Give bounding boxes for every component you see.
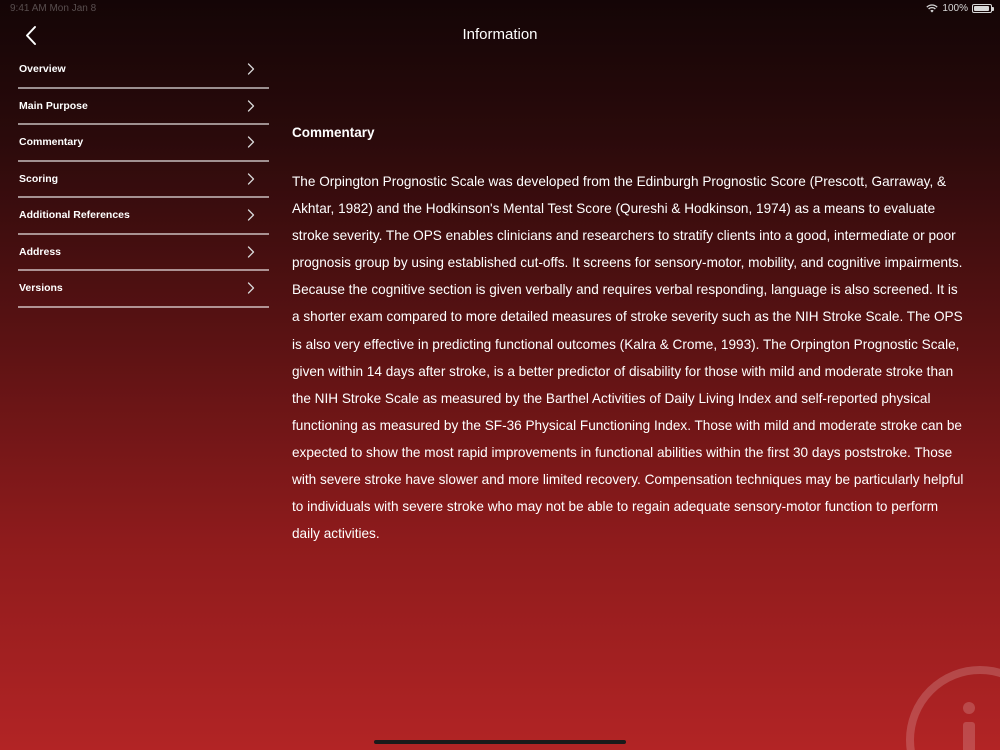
page-title: Information xyxy=(462,26,538,43)
battery-percent: 100% xyxy=(942,3,968,14)
sidebar-item-label: Versions xyxy=(19,282,63,295)
sidebar-item-overview[interactable] xyxy=(18,52,269,89)
status-bar xyxy=(0,0,1000,18)
content-panel xyxy=(292,125,964,547)
sidebar-item-commentary[interactable] xyxy=(18,125,269,162)
wifi-icon xyxy=(926,4,938,13)
section-body: The Orpington Prognostic Scale was developed from the Edinburgh Prognostic Score (Prescott, Garraway, & Akhtar, 1982) and the Hodkinson's Mental Test Score (Qureshi & Hodkinson, 1974) as a means to evaluate stroke severity. The OPS enables clinicians and researchers to stratify clients into a good, intermediate or poor prognosis group by using established cut-offs. It screens for sensory-motor, mobility, and cognitive impairments. Because the cognitive section is given verbally and requires verbal responding, language is also screened. It is a shorter exam compared to more detailed measures of stroke severity such as the NIH Stroke Scale. The OPS is also very effective in predicting functional outcomes (Kalra & Crome, 1993). The Orpington Prognostic Scale, given within 14 days after stroke, is a better predictor of disability for those with mild and moderate stroke than the NIH Stroke Scale as measured by the Barthel Activities of Daily Living Index and self-reported physical functioning as measured by the SF-36 Physical Functioning Index. Those with mild and moderate stroke can be expected to show the most rapid improvements in functional abilities within the first 30 days poststroke. Those with severe stroke have slower and more limited recovery. Compensation techniques may be particularly helpful to individuals with severe stroke who may not be able to regain adequate sensory-motor function to perform daily activities. xyxy=(292,174,964,542)
sidebar-item-label: Overview xyxy=(19,63,66,76)
chevron-right-icon xyxy=(247,173,255,185)
home-indicator[interactable] xyxy=(374,740,626,744)
status-indicators xyxy=(926,3,992,14)
sidebar-item-label: Main Purpose xyxy=(19,99,88,112)
battery-icon xyxy=(972,4,992,13)
sidebar-item-label: Commentary xyxy=(19,136,84,149)
chevron-right-icon xyxy=(247,282,255,294)
navigation-bar xyxy=(0,18,1000,54)
sidebar-item-scoring[interactable] xyxy=(18,162,269,199)
chevron-right-icon xyxy=(247,136,255,148)
chevron-right-icon xyxy=(247,209,255,221)
sidebar-item-label: Address xyxy=(19,245,62,258)
section-title: Commentary xyxy=(292,125,375,140)
info-logo-icon xyxy=(900,660,1000,750)
sidebar-item-label: Additional References xyxy=(19,209,130,222)
sidebar-item-main-purpose[interactable] xyxy=(18,89,269,126)
chevron-right-icon xyxy=(247,246,255,258)
sidebar-item-versions[interactable] xyxy=(18,271,269,308)
sidebar-item-address[interactable] xyxy=(18,235,269,272)
chevron-right-icon xyxy=(247,63,255,75)
sidebar-item-additional-references[interactable] xyxy=(18,198,269,235)
chevron-right-icon xyxy=(247,100,255,112)
sidebar xyxy=(18,52,269,308)
status-time: 9:41 AM Mon Jan 8 xyxy=(10,3,97,14)
sidebar-item-label: Scoring xyxy=(19,172,59,185)
